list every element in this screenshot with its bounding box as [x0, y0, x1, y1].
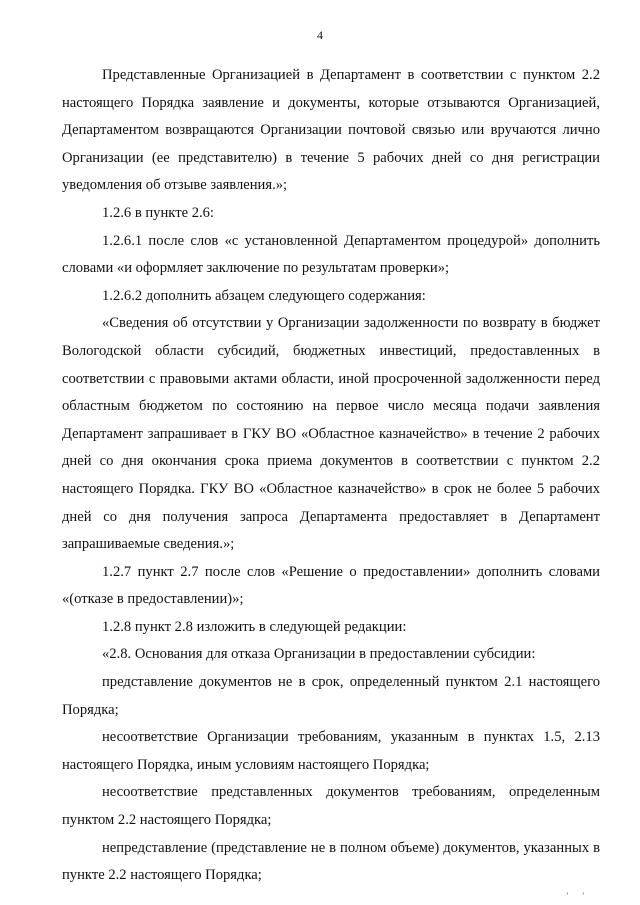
paragraph-1-2-6-2: 1.2.6.2 дополнить абзацем следующего содержания:: [102, 287, 426, 304]
page-number: 4: [317, 28, 323, 42]
paragraph-1-2-6: 1.2.6 в пункте 2.6:: [102, 204, 214, 221]
paragraph-refusal-documents: несоответствие представленных документов требованиям, определенным пунктом 2.2 настоящего Порядка;: [62, 784, 600, 829]
paragraph-debt-info: «Сведения об отсутствии у Организации задолженности по возврату в бюджет Вологодской области субсидий, бюджетных инвестиций, предоставленных в соответствии с правовыми актами области, иной просроченной задолженности перед областным бюджетом по состоянию на первое число месяца подачи заявления Департамент запрашивает в ГКУ ВО «Областное казначейство» в течение 2 рабочих дней со дня окончания срока приема документов в соответствии с пунктом 2.2 настоящего Порядка. ГКУ ВО «Областное казначейство» в срок не более 5 рабочих дней со дня получения запроса Департамента предоставляет в Департамент запрашиваемые сведения.»;: [62, 315, 600, 553]
paragraph-1-2-8: 1.2.8 пункт 2.8 изложить в следующей редакции:: [102, 618, 407, 635]
paragraph-refusal-deadline: представление документов не в срок, определенный пунктом 2.1 настоящего Порядка;: [62, 674, 600, 718]
paragraph-2-8-title: «2.8. Основания для отказа Организации в предоставлении субсидии:: [102, 646, 536, 663]
paragraph-1-2-6-1: 1.2.6.1 после слов «с установленной Департаментом процедурой» дополнить словами «и оформляет заключение по результатам проверки»;: [62, 232, 600, 277]
corner-mark: ' ': [566, 891, 590, 901]
paragraph-refusal-nonsubmission: непредставление (представление не в полном объеме) документов, указанных в пункте 2.2 настоящего Порядка;: [62, 839, 600, 884]
paragraph-1-2-7: 1.2.7 пункт 2.7 после слов «Решение о предоставлении» дополнить словами «(отказе в предоставлении)»;: [62, 563, 600, 608]
paragraph-refusal-requirements: несоответствие Организации требованиям, указанным в пунктах 1.5, 2.13 настоящего Порядка, иным условиям настоящего Порядка;: [62, 729, 600, 773]
document-body: [62, 62, 600, 890]
paragraph-return-documents: Представленные Организацией в Департамент в соответствии с пунктом 2.2 настоящего Порядка заявление и документы, которые отзываются Организацией, Департаментом возвращаются Организации почтовой связью или вручаются лично Организации (ее представителю) в течение 5 рабочих дней со дня регистрации уведомления об отзыве заявления.»;: [62, 67, 600, 194]
